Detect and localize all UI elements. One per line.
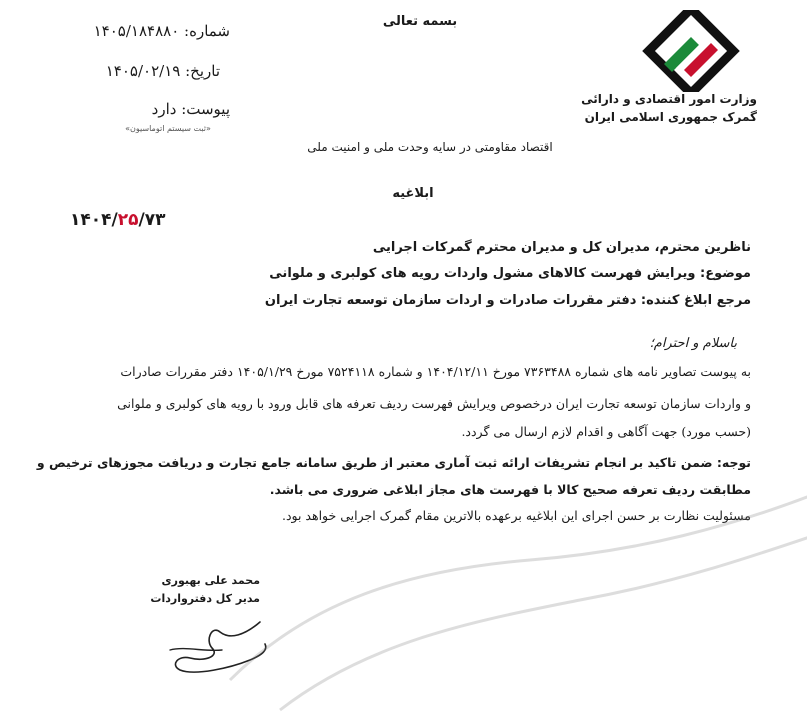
system-note: «ثبت سیستم اتوماسیون» <box>125 124 211 133</box>
responsibility-line: مسئولیت نظارت بر حسن اجرای این ابلاغیه برعهده بالاترین مقام گمرک اجرایی خواهد بود. <box>281 508 751 523</box>
attachment-row: پیوست: دارد <box>151 100 230 118</box>
note-line-2: مطابقت ردیف تعرفه صحیح کالا با فهرست های مجاز ابلاغی ضروری می باشد. <box>269 482 751 497</box>
ministry-name: وزارت امور اقتصادی و دارائی <box>581 92 757 106</box>
signatory-position: مدیر کل دفترواردات <box>150 592 260 605</box>
customs-emblem-icon <box>636 10 746 92</box>
note-line-1: توجه: ضمن تاکید بر انجام تشریفات ارائه ثبت آماری معتبر از طریق سامانه جامع تجارت و دریافت مجوزهای ترخیص و <box>36 455 751 470</box>
greeting: باسلام و احترام؛ <box>649 336 737 351</box>
circular-number <box>70 210 166 230</box>
slogan: اقتصاد مقاومتی در سایه وحدت ملی و امنیت ملی <box>307 140 553 154</box>
body-line-1: به پیوست تصاویر نامه های شماره ۷۳۶۳۴۸۸ مورخ ۱۴۰۴/۱۲/۱۱ و شماره ۷۵۲۴۱۱۸ مورخ ۱۴۰۵/۱/۲۹ دفتر مقررات صادرات <box>120 364 751 379</box>
body-line-2: و واردات سازمان توسعه تجارت ایران درخصوص ویرایش فهرست ردیف تعرفه های قابل ورود با رویه های کولبری و ملوانی <box>117 396 751 411</box>
handwritten-signature <box>150 610 280 680</box>
signatory-name: محمد علی بهبوری <box>161 574 260 587</box>
number-label: شماره: <box>184 22 230 40</box>
letter-number-row <box>70 22 230 40</box>
body-line-3: (حسب مورد) جهت آگاهی و اقدام لازم ارسال می گردد. <box>461 424 751 439</box>
addressees: ناظرین محترم، مدیران کل و مدیران محترم گمرکات اجرایی <box>372 240 751 255</box>
number-value: ۱۴۰۵/۱۸۴۸۸۰ <box>93 22 180 40</box>
basmala: بسمه تعالی <box>382 14 458 29</box>
letter-date-row <box>70 62 220 80</box>
circular-number-prefix: ۱۴۰۴/ <box>70 210 118 230</box>
subject: موضوع: ویرایش فهرست کالاهای مشول واردات رویه های کولبری و ملوانی <box>269 266 751 281</box>
circular-number-suffix: /۷۳ <box>138 210 166 230</box>
issuing-authority: مرجع ابلاغ کننده: دفتر مقررات صادرات و اردات سازمان توسعه تجارت ایران <box>264 293 751 308</box>
document-title: ابلاغیه <box>392 186 434 201</box>
date-value: ۱۴۰۵/۰۲/۱۹ <box>105 62 181 80</box>
circular-number-middle: ۲۵ <box>117 210 139 230</box>
agency-name: گمرک جمهوری اسلامی ایران <box>584 110 757 124</box>
date-label: تاریخ: <box>185 62 220 80</box>
